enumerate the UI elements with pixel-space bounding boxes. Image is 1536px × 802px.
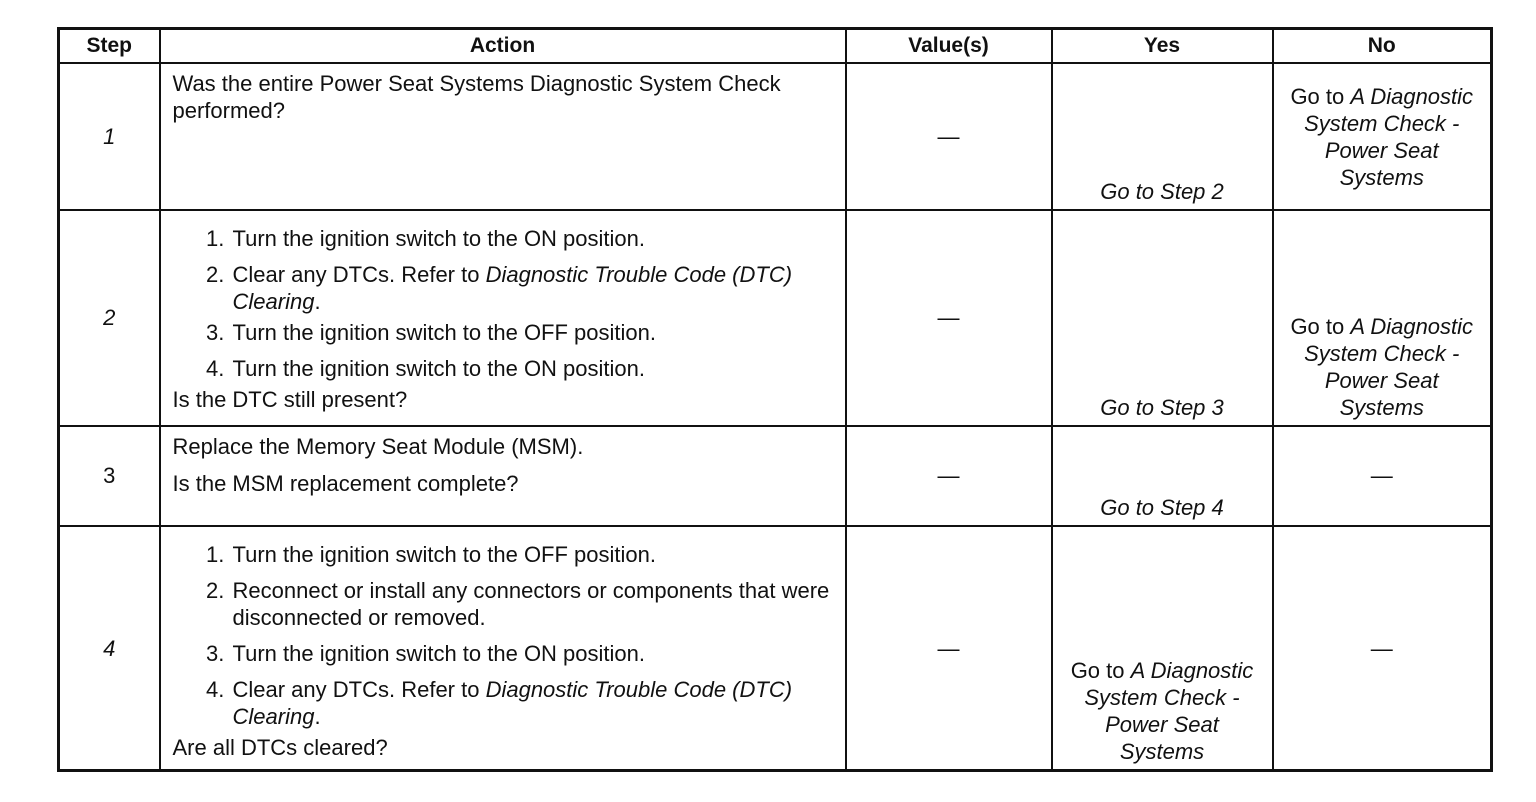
action-cell bbox=[160, 63, 846, 210]
step-number: 1 bbox=[59, 63, 160, 210]
action-step-text: Clear any DTCs. Refer to bbox=[232, 262, 486, 288]
value-cell bbox=[846, 63, 1052, 210]
action-step-text: Turn the ignition switch to the ON position. bbox=[232, 356, 645, 382]
yes-goto-link[interactable] bbox=[1053, 657, 1272, 765]
action-step-text: Reconnect or install any connectors or components that were disconnected or removed. bbox=[232, 578, 830, 631]
action-step-text: Clear any DTCs. Refer to bbox=[232, 677, 486, 703]
yes-cell bbox=[1052, 426, 1273, 527]
yes-goto-link[interactable]: Go to Step 2 bbox=[1100, 179, 1224, 205]
action-step-text: Turn the ignition switch to the OFF position. bbox=[232, 320, 656, 346]
procedure-reference[interactable]: Diagnostic Trouble Code (DTC) Clearing bbox=[232, 677, 793, 730]
action-steps-list bbox=[173, 225, 835, 382]
action-question: Is the DTC still present? bbox=[172, 387, 408, 413]
action-question: Was the entire Power Seat Systems Diagnostic System Check performed? bbox=[172, 71, 781, 123]
action-instruction: Replace the Memory Seat Module (MSM). bbox=[172, 433, 584, 459]
action-step-suffix: . bbox=[314, 289, 321, 315]
step-number: 4 bbox=[59, 526, 160, 770]
no-cell bbox=[1273, 63, 1492, 210]
procedure-reference: A Diagnostic System Check - Power Seat Systems bbox=[1084, 658, 1254, 764]
value-dash: — bbox=[937, 124, 960, 150]
action-cell bbox=[160, 426, 846, 527]
action-step-item bbox=[231, 355, 835, 382]
table-row-step-3 bbox=[59, 426, 1492, 527]
action-step-text: Turn the ignition switch to the ON position. bbox=[232, 641, 645, 667]
header-values: Value(s) bbox=[846, 29, 1052, 64]
goto-prefix: Go to bbox=[1290, 313, 1351, 339]
action-step-item bbox=[231, 319, 835, 346]
action-question: Are all DTCs cleared? bbox=[172, 735, 388, 761]
header-step: Step bbox=[59, 29, 160, 64]
action-step-item bbox=[231, 541, 835, 568]
value-dash: — bbox=[937, 305, 960, 331]
table-row-step-2 bbox=[59, 210, 1492, 426]
action-step-item bbox=[231, 577, 835, 631]
header-row bbox=[59, 29, 1492, 64]
value-cell bbox=[846, 426, 1052, 527]
yes-goto-link[interactable]: Go to Step 3 bbox=[1100, 394, 1224, 420]
action-cell bbox=[160, 526, 846, 770]
no-goto-link[interactable] bbox=[1274, 83, 1491, 191]
action-steps-list bbox=[173, 541, 835, 730]
header-yes: Yes bbox=[1052, 29, 1273, 64]
action-step-item bbox=[231, 225, 835, 252]
action-question: Is the MSM replacement complete? bbox=[172, 470, 519, 496]
no-cell bbox=[1273, 426, 1492, 527]
diagnostic-table bbox=[57, 27, 1493, 772]
header-action: Action bbox=[160, 29, 846, 64]
step-number: 3 bbox=[59, 426, 160, 527]
no-goto-link[interactable] bbox=[1274, 313, 1491, 421]
procedure-reference: A Diagnostic System Check - Power Seat Systems bbox=[1304, 83, 1474, 190]
procedure-reference: A Diagnostic System Check - Power Seat Systems bbox=[1304, 313, 1474, 420]
no-dash: — bbox=[1370, 463, 1393, 489]
action-step-item bbox=[231, 261, 835, 315]
value-dash: — bbox=[937, 463, 960, 489]
yes-cell bbox=[1052, 63, 1273, 210]
action-cell bbox=[160, 210, 846, 426]
value-cell bbox=[846, 526, 1052, 770]
yes-cell bbox=[1052, 210, 1273, 426]
value-cell bbox=[846, 210, 1052, 426]
step-number: 2 bbox=[59, 210, 160, 426]
goto-prefix: Go to bbox=[1070, 658, 1131, 683]
table-row-step-1 bbox=[59, 63, 1492, 210]
no-dash: — bbox=[1370, 635, 1393, 661]
procedure-reference[interactable]: Diagnostic Trouble Code (DTC) Clearing bbox=[232, 262, 793, 315]
yes-goto-link[interactable]: Go to Step 4 bbox=[1100, 495, 1224, 521]
no-cell bbox=[1273, 526, 1492, 770]
yes-cell bbox=[1052, 526, 1273, 770]
table-row-step-4 bbox=[59, 526, 1492, 770]
action-step-text: Turn the ignition switch to the OFF position. bbox=[232, 542, 656, 568]
value-dash: — bbox=[937, 635, 960, 661]
goto-prefix: Go to bbox=[1290, 83, 1351, 109]
action-step-item bbox=[231, 640, 835, 667]
action-step-text: Turn the ignition switch to the ON position. bbox=[232, 226, 645, 252]
no-cell bbox=[1273, 210, 1492, 426]
header-no: No bbox=[1273, 29, 1492, 64]
action-step-suffix: . bbox=[314, 704, 321, 730]
action-step-item bbox=[231, 676, 835, 730]
